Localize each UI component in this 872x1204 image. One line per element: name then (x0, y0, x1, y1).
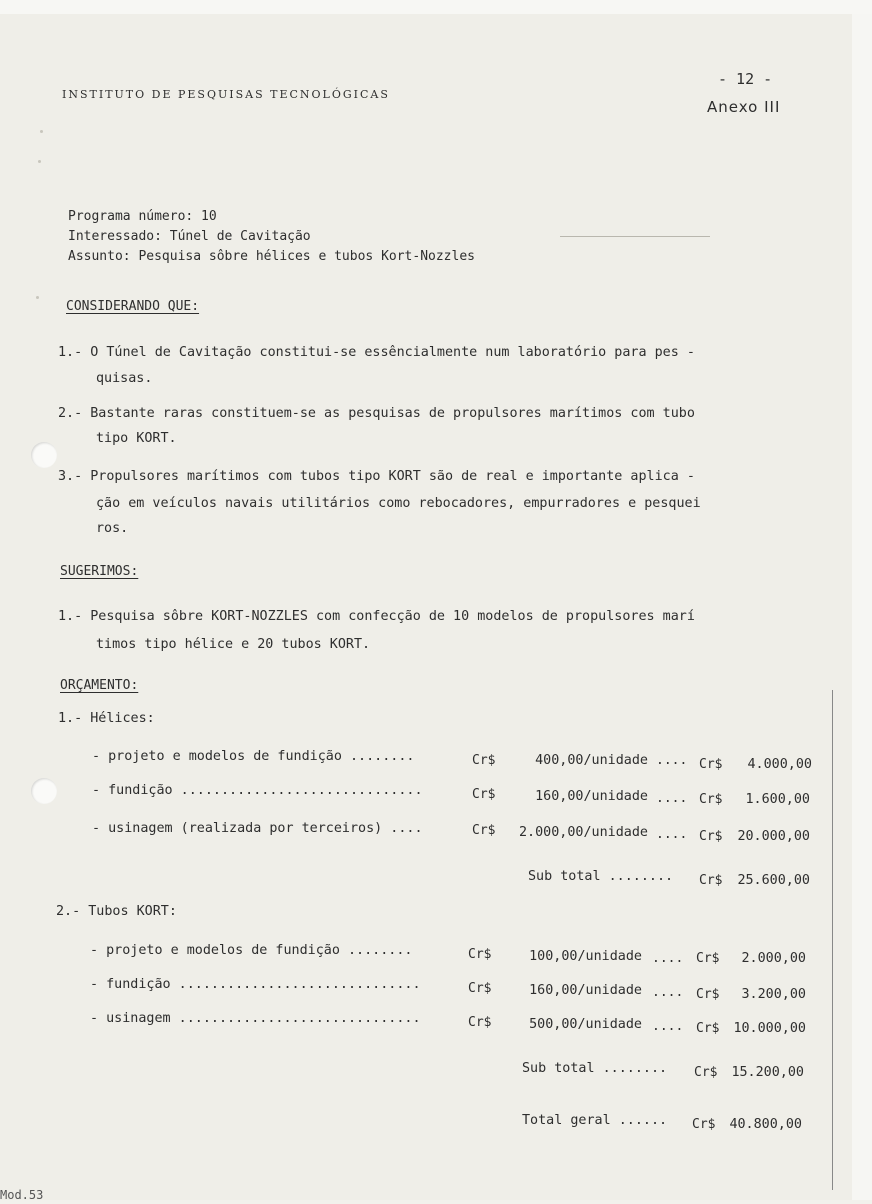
row-dots: .... (656, 827, 688, 842)
row-unit-price: 500,00/unidade (529, 1017, 642, 1032)
row-label: - usinagem .............................. (90, 1011, 421, 1026)
punch-hole-icon (31, 778, 57, 804)
row-currency: Cr$ (468, 1015, 492, 1030)
considering-item-1-line-2: quisas. (96, 371, 153, 386)
suggest-line-1: 1.- Pesquisa sôbre KORT-NOZZLES com confecção de 10 modelos de propulsores marí (58, 609, 695, 624)
grand-total-currency: Cr$ (692, 1117, 716, 1132)
row-currency: Cr$ (699, 757, 723, 772)
row-currency: Cr$ (696, 1021, 720, 1036)
row-dots: .... (656, 753, 688, 768)
row-currency: Cr$ (472, 787, 496, 802)
row-total: 10.000,00 (733, 1021, 806, 1036)
row-currency: Cr$ (696, 951, 720, 966)
scan-speck (36, 296, 39, 299)
row-currency: Cr$ (472, 753, 496, 768)
punch-hole-icon (31, 442, 57, 468)
considering-item-3-line-1: 3.- Propulsores marítimos com tubos tipo KORT são de real e importante aplica - (58, 469, 695, 484)
grand-total-value: 40.800,00 (729, 1117, 802, 1132)
row-currency: Cr$ (468, 981, 492, 996)
row-total: 3.200,00 (741, 987, 806, 1002)
program-number: Programa número: 10 (68, 209, 217, 224)
row-dots: .... (656, 791, 688, 806)
row-dots: .... (652, 985, 684, 1000)
row-dots: .... (652, 1019, 684, 1034)
row-label: - projeto e modelos de fundição ........ (90, 943, 413, 958)
scan-speck (38, 160, 41, 163)
row-label: - fundição .............................. (92, 783, 423, 798)
annex-label: Anexo III (707, 98, 781, 116)
budget-heading: ORÇAMENTO: (60, 678, 139, 693)
subtotal-currency: Cr$ (699, 873, 723, 888)
row-label: - fundição .............................. (90, 977, 421, 992)
subject-line: Assunto: Pesquisa sôbre hélices e tubos Kort-Nozzles (68, 249, 475, 264)
subtotal-label: Sub total ........ (522, 1061, 668, 1076)
row-currency: Cr$ (699, 829, 723, 844)
suggest-heading: SUGERIMOS: (60, 564, 139, 579)
row-label: - usinagem (realizada por terceiros) .... (92, 821, 423, 836)
budget-section-helices: 1.- Hélices: (58, 711, 155, 726)
considering-item-3-line-3: ros. (96, 521, 129, 536)
subtotal-value: 25.600,00 (737, 873, 810, 888)
row-unit-price: 2.000,00/unidade (519, 825, 648, 840)
scan-speck (40, 130, 43, 133)
row-unit-price: 400,00/unidade (535, 753, 648, 768)
row-currency: Cr$ (696, 987, 720, 1002)
row-dots: .... (652, 951, 684, 966)
subtotal-currency: Cr$ (694, 1065, 718, 1080)
scan-top-margin (0, 0, 872, 14)
row-total: 1.600,00 (745, 792, 810, 807)
budget-section-kort-tubes: 2.- Tubos KORT: (56, 904, 177, 919)
row-total: 2.000,00 (741, 951, 806, 966)
subtotal-value: 15.200,00 (731, 1065, 804, 1080)
considering-item-2-line-1: 2.- Bastante raras constituem-se as pesquisas de propulsores marítimos com tubo (58, 406, 695, 421)
row-total: 4.000,00 (747, 757, 812, 772)
row-unit-price: 100,00/unidade (529, 949, 642, 964)
institution-header: INSTITUTO DE PESQUISAS TECNOLÓGICAS (62, 88, 390, 101)
row-currency: Cr$ (468, 947, 492, 962)
row-total: 20.000,00 (737, 829, 810, 844)
page-number: - 12 - (718, 70, 773, 88)
considering-item-2-line-2: tipo KORT. (96, 431, 177, 446)
interested-party: Interessado: Túnel de Cavitação (68, 229, 311, 244)
row-currency: Cr$ (472, 823, 496, 838)
form-code: Mod.53 (0, 1188, 44, 1202)
suggest-line-2: timos tipo hélice e 20 tubos KORT. (96, 637, 371, 652)
row-unit-price: 160,00/unidade (535, 789, 648, 804)
pencil-mark (560, 236, 710, 237)
row-unit-price: 160,00/unidade (529, 983, 642, 998)
row-currency: Cr$ (699, 792, 723, 807)
considering-item-1-line-1: 1.- O Túnel de Cavitação constitui-se essêncialmente num laboratório para pes - (58, 345, 695, 360)
considering-heading: CONSIDERANDO QUE: (66, 299, 200, 314)
subtotal-label: Sub total ........ (528, 869, 674, 884)
page-edge-line (832, 690, 833, 1190)
scan-right-margin (852, 14, 872, 1200)
row-label: - projeto e modelos de fundição ........ (92, 749, 415, 764)
grand-total-label: Total geral ...... (522, 1113, 668, 1128)
considering-item-3-line-2: ção em veículos navais utilitários como rebocadores, empurradores e pesquei (96, 496, 701, 511)
